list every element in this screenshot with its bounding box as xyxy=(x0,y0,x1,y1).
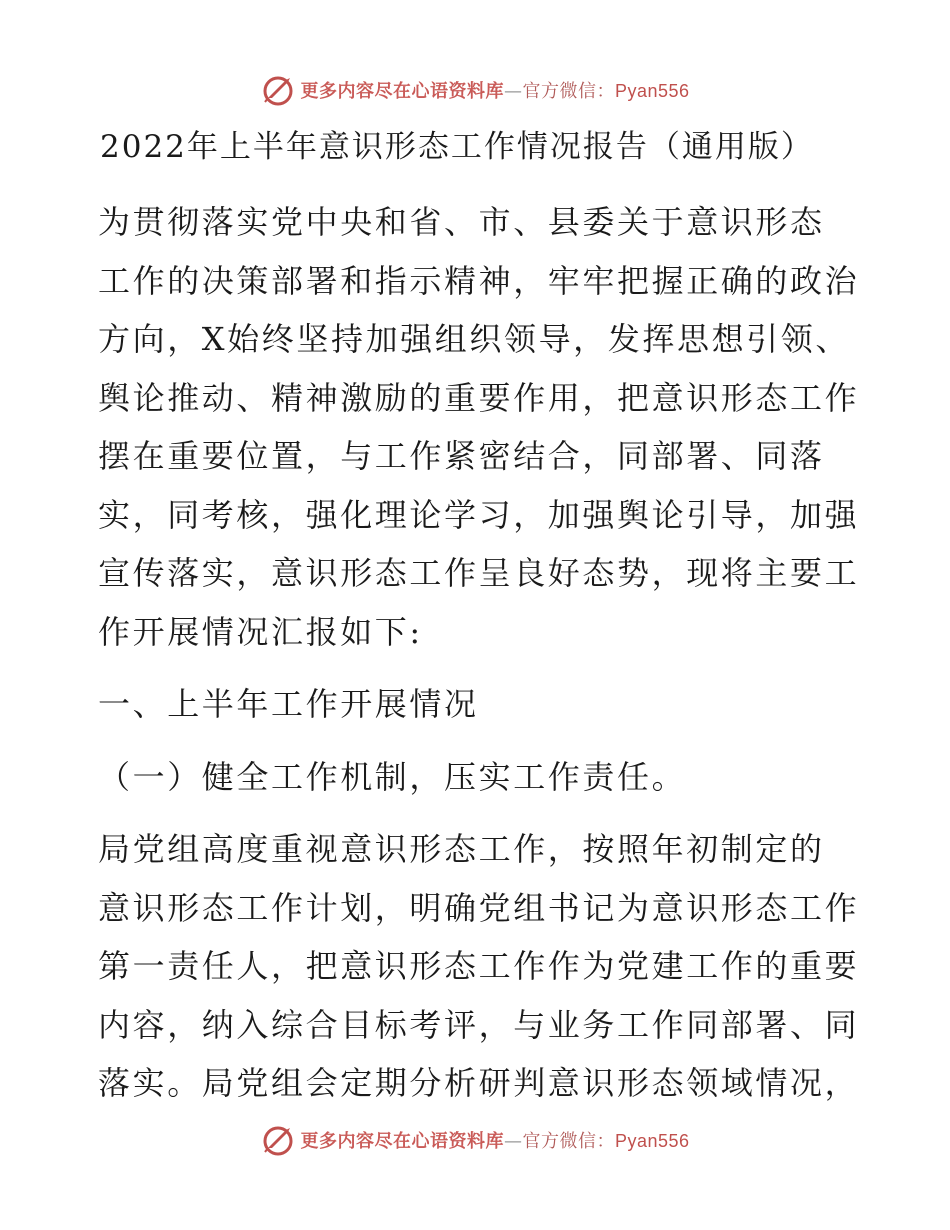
watermark-wechat-id: Pyan556 xyxy=(614,81,690,101)
paragraph-line: 方向，X始终坚持加强组织领导，发挥思想引领、 xyxy=(98,320,850,358)
footer-watermark xyxy=(0,1120,950,1160)
watermark-dash: — xyxy=(503,1131,523,1152)
watermark-site: 更多内容尽在心语资料库 xyxy=(300,81,504,102)
paragraph-line: 实，同考核，强化理论学习，加强舆论引导，加强 xyxy=(98,495,860,534)
paragraph-line: 作开展情况汇报如下: xyxy=(98,612,423,651)
watermark-dash: — xyxy=(503,81,523,102)
paragraph-line: 摆在重要位置，与工作紧密结合，同部署、同落 xyxy=(98,437,825,475)
paragraph-line: 为贯彻落实党中央和省、市、县委关于意识形态 xyxy=(98,203,825,241)
watermark-official-label: 官方微信： xyxy=(522,81,615,102)
watermark-official-label: 官方微信： xyxy=(522,1131,615,1152)
watermark-text xyxy=(300,77,689,103)
subsection-heading-text: （一）健全工作机制，压实工作责任。 xyxy=(98,758,687,796)
feather-pen-logo-icon xyxy=(260,1122,296,1158)
intro-paragraph xyxy=(98,193,858,661)
section-heading-text: 一、上半年工作开展情况 xyxy=(98,685,479,723)
subsection-heading xyxy=(98,748,858,807)
paragraph-line: 局党组高度重视意识形态工作，按照年初制定的 xyxy=(98,830,825,868)
paragraph-line: 意识形态工作计划，明确党组书记为意识形态工作 xyxy=(98,888,860,927)
header-watermark xyxy=(0,70,950,110)
paragraph-line: 工作的决策部署和指示精神，牢牢把握正确的政治 xyxy=(98,261,860,300)
body-paragraph xyxy=(98,820,858,1113)
document-title: 2022年上半年意识形态工作情况报告（通用版） xyxy=(100,129,814,165)
feather-pen-logo-icon xyxy=(260,72,296,108)
watermark-site: 更多内容尽在心语资料库 xyxy=(300,1131,504,1152)
watermark-text xyxy=(300,1127,689,1153)
paragraph-line: 内容，纳入综合目标考评，与业务工作同部署、同 xyxy=(98,1005,860,1044)
section-heading xyxy=(98,675,858,734)
watermark-wechat-id: Pyan556 xyxy=(614,1131,690,1151)
paragraph-line: 第一责任人，把意识形态工作作为党建工作的重要 xyxy=(98,947,860,985)
paragraph-line: 宣传落实，意识形态工作呈良好态势，现将主要工 xyxy=(98,554,860,592)
paragraph-line: 舆论推动、精神激励的重要作用，把意识形态工作 xyxy=(98,378,860,417)
paragraph-line: 落实。局党组会定期分析研判意识形态领域情况， xyxy=(98,1064,860,1102)
